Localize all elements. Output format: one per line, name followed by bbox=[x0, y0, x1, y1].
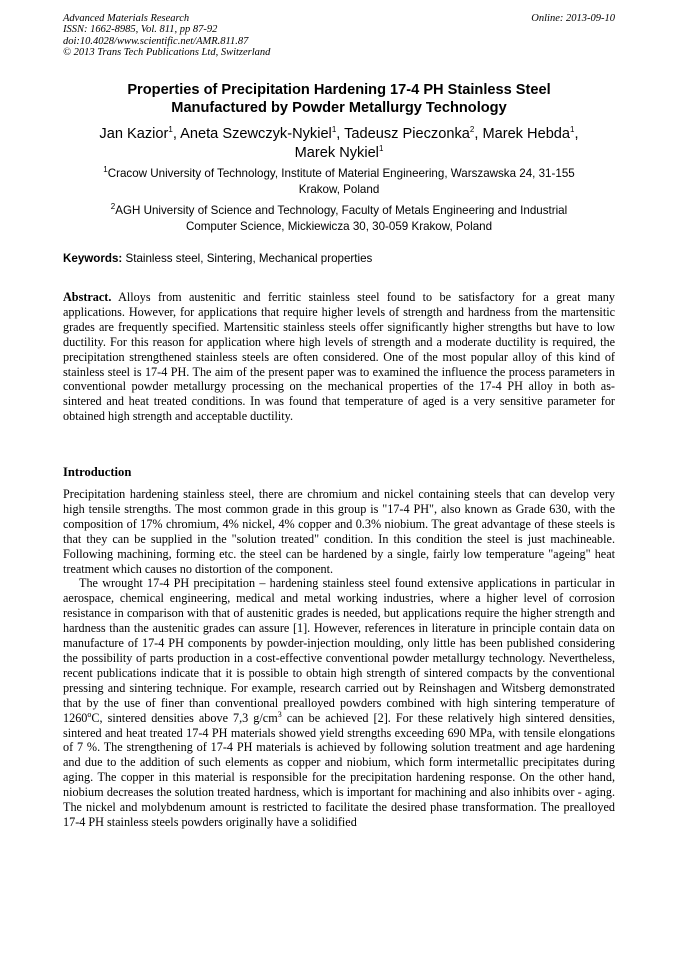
author-5: Marek Nykiel bbox=[294, 144, 379, 161]
title-line-2: Manufactured by Powder Metallurgy Technology bbox=[171, 100, 507, 116]
copyright-line: © 2013 Trans Tech Publications Ltd, Switzerland bbox=[63, 47, 271, 59]
title-line-1: Properties of Precipitation Hardening 17-4 PH Stainless Steel bbox=[127, 82, 551, 98]
author-5-affil: 1 bbox=[378, 143, 384, 153]
author-1: Jan Kazior bbox=[99, 126, 169, 142]
keywords-text: Stainless steel, Sintering, Mechanical properties bbox=[122, 252, 373, 265]
abstract bbox=[63, 290, 615, 424]
affiliation-2-line-2: Computer Science, Mickiewicza 30, 30-059 Krakow, Poland bbox=[185, 220, 493, 233]
affiliation-1 bbox=[63, 166, 615, 198]
affiliation-2-marker: 2 bbox=[110, 202, 116, 212]
author-3: Tadeusz Pieczonka bbox=[344, 126, 470, 142]
affiliation-1-line-1: Cracow University of Technology, Institute of Material Engineering, Warszawska 24, 31-155 bbox=[107, 167, 575, 180]
abstract-label: Abstract. bbox=[63, 290, 112, 304]
cube-exponent: 3 bbox=[277, 709, 282, 719]
issn-line: ISSN: 1662-8985, Vol. 811, pp 87-92 bbox=[63, 24, 218, 36]
introduction-heading: Introduction bbox=[63, 465, 132, 479]
abstract-text: Alloys from austenitic and ferritic stainless steel found to be satisfactory for a great many applications. However, for applications that require higher levels of strength and hardness from the martensitic grades are frequently specified. Martensitic stainless steels offer significantly higher strengths but have to low ductility. For this reason for application where high levels of strength and a moderate ductility is required, the precipitation strengthened stainless steels are often considered. One of the most popular alloy of this kind of stainless steel is 17-4 PH. The aim of the present paper was to examined the influence the process parameters in conventional powder metallurgy processing on the mechanical properties of the 17-4 PH alloy in both as-sintered and heat treated conditions. In was found that temperature of aged is a very sensitive parameter for obtained high strength and acceptable ductility. bbox=[63, 290, 615, 424]
keywords bbox=[63, 252, 615, 266]
introduction-body bbox=[63, 487, 615, 830]
author-2-affil: 1 bbox=[331, 125, 337, 135]
author-4-affil: 1 bbox=[570, 125, 575, 135]
degree-sign: o bbox=[87, 709, 92, 719]
introduction-paragraph-2 bbox=[63, 576, 615, 829]
affiliation-1-marker: 1 bbox=[103, 165, 108, 175]
affiliation-2 bbox=[63, 203, 615, 235]
author-3-affil: 2 bbox=[469, 125, 475, 135]
journal-header bbox=[63, 13, 615, 59]
author-list: Jan Kazior$^1$, Aneta Szewczyk-Nykiel$^1$, Tadeusz Pieczonka$^2$, Marek Hebda$^1$, Marek Nykiel$^1$ bbox=[99, 125, 579, 161]
doi-line: doi:10.4028/www.scientific.net/AMR.811.87 bbox=[63, 35, 249, 47]
affiliation-1-line-2: Krakow, Poland bbox=[298, 183, 380, 196]
paragraph-2-part-c: can be achieved [2]. For these relatively high sintered densities, sintered and heat treated 17-4 PH materials showed yield strengths exceeding 690 MPa, with tensile elongations of 7 %. The strengthening of 17-4 PH materials is achieved by following solution treatment and age hardening and due to the addition of such elements as copper and niobium, which form intermetallic precipitates during aging. The copper in this material is responsible for the precipitation hardening response. On the other hand, niobium decreases the solution treated hardness, which is important for machining and also inhibits over - aging. The nickel and molybdenum amount is restricted to facilitate the desired phase transformation. The prealloyed 17-4 PH stainless steels powders originally have a solidified bbox=[63, 710, 615, 829]
introduction-paragraph-1: Precipitation hardening stainless steel, there are chromium and nickel containing steels that can develop very high tensile strengths. The most common grade in this group is "17-4 PH", also known as Grade 630, with the composition of 17% chromium, 4% nickel, 4% copper and 0.3% niobium. The great advantage of these steels is that they can be supplied in the "solution treated" condition. In this condition the steel is just machineable. Following machining, forming etc. the steel can be hardened by a single, fairly low temperature "ageing" heat treatment which causes no distortion of the component. bbox=[63, 487, 615, 576]
author-2: Aneta Szewczyk-Nykiel bbox=[180, 126, 332, 142]
online-date: Online: 2013-09-10 bbox=[531, 13, 615, 24]
paragraph-2-part-b: C, sintered densities above 7,3 g/cm bbox=[91, 710, 278, 725]
journal-name: Advanced Materials Research bbox=[63, 13, 190, 24]
keywords-label: Keywords: bbox=[63, 252, 123, 265]
author-4: Marek Hebda bbox=[482, 126, 571, 142]
paper-title bbox=[63, 81, 615, 117]
paragraph-2-part-a: The wrought 17-4 PH precipitation – hardening stainless steel found extensive applications in particular in aerospace, chemical engineering, medical and metal working industries, where a higher level of corrosion resistance in comparison with that of austenitic grades is needed, but applications require the higher strength and hardness than the austenitic grades can assure [1]. However, references in literature in principle contain data on manufacture of 17-4 PH components by powder-injection moulding, only little has been published considering the possibility of parts production in a cost-effective conventional powder metallurgy technology. Nevertheless, recent publications indicate that it is possible to obtain high strength of sintered compacts by the conventional pressing and sintering technique. For example, research carried out by Reinshagen and Witsberg demonstrated that by the use of finer than conventional prealloyed powders combined with high sintering temperature of 1260 bbox=[63, 576, 615, 725]
affiliation-2-line-1: AGH University of Science and Technology, Faculty of Metals Engineering and Industrial bbox=[115, 204, 568, 217]
author-1-affil: 1 bbox=[168, 125, 173, 135]
